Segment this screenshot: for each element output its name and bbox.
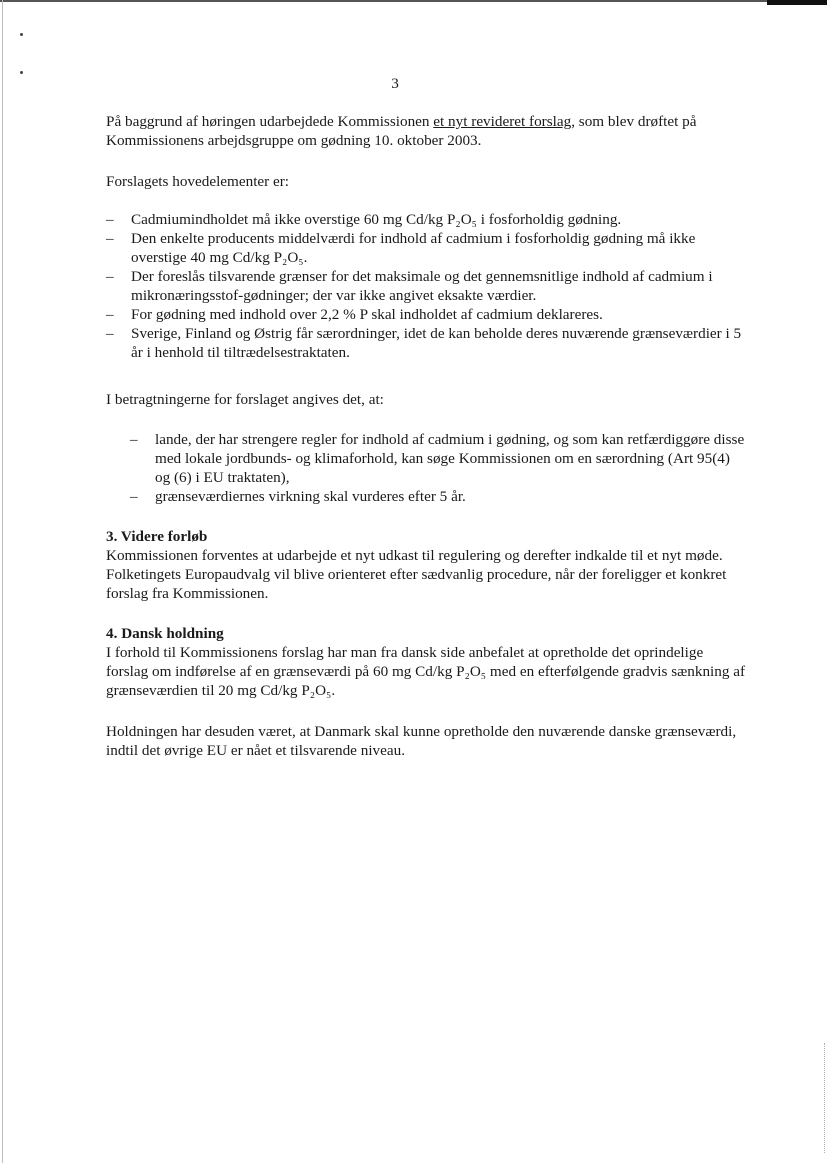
scan-top-edge <box>0 0 827 2</box>
proposal-link[interactable]: et nyt revideret forslag <box>433 113 572 130</box>
section-4-title: 4. Dansk holdning <box>106 625 224 642</box>
section-3-title: 3. Videre forløb <box>106 528 208 545</box>
list-item: – Den enkelte producents middelværdi for indhold af cadmium i fosforholdig gødning må ikke overstige 40 mg Cd/kg P₂O₅. <box>106 229 746 267</box>
recitals-list <box>106 430 746 506</box>
scan-speck <box>20 33 23 36</box>
intro-paragraph <box>106 112 746 150</box>
list-item: – Sverige, Finland og Østrig får særordninger, idet de kan beholde deres nuværende grænseværdier i 5 år i henhold til tiltrædelsestraktaten. <box>106 324 746 362</box>
main-elements-list <box>106 210 746 362</box>
main-elements-heading <box>106 172 746 191</box>
intro-text-before: På baggrund af høringen udarbejdede Kommissionen <box>106 113 434 130</box>
recitals-heading-text: I betragtningerne for forslaget angives det, at: <box>106 391 384 408</box>
intro-text-after: , som blev drøftet på Kommissionens arbejdsgruppe om gødning 10. oktober 2003. <box>106 113 697 149</box>
list-item: – For gødning med indhold over 2,2 % P skal indholdet af cadmium deklareres. <box>106 305 746 324</box>
scan-corner-noise <box>800 1043 825 1153</box>
section-4-text-2: Holdningen har desuden været, at Danmark skal kunne opretholde den nuværende danske grænseværdi, indtil det øvrige EU er nået et tilsvarende niveau. <box>106 723 737 759</box>
section-3-text: Kommissionen forventes at udarbejde et nyt udkast til regulering og derefter indkalde til et nyt møde. Folketingets Europaudvalg vil blive orienteret efter sædvanlig procedure, når der foreligger et konkret forslag fra Kommissionen. <box>106 547 727 602</box>
scan-left-edge <box>2 0 3 1163</box>
section-3 <box>106 527 746 603</box>
section-4-paragraph-2 <box>106 722 746 760</box>
section-4 <box>106 624 746 700</box>
list-item: – grænseværdiernes virkning skal vurderes efter 5 år. <box>130 487 746 506</box>
scan-top-edge-dark <box>767 0 827 5</box>
main-elements-heading-text: Forslagets hovedelementer er: <box>106 173 290 190</box>
list-item: – Der foreslås tilsvarende grænser for det maksimale og det gennemsnitlige indhold af cadmium i mikronæringsstof-gødninger; der var ikke angivet eksakte værdier. <box>106 267 746 305</box>
page-number: 3 <box>391 75 399 92</box>
list-item: – lande, der har strengere regler for indhold af cadmium i gødning, og som kan retfærdiggøre disse med lokale jordbunds- og klimaforhold, kan søge Kommissionen om en særordning (Art 95(4) og (6) i EU traktaten), <box>130 430 746 487</box>
scan-speck <box>20 71 23 74</box>
list-item: – Cadmiumindholdet må ikke overstige 60 mg Cd/kg P₂O₅ i fosforholdig gødning. <box>106 210 746 229</box>
section-4-text: I forhold til Kommissionens forslag har man fra dansk side anbefalet at opretholde det oprindelige forslag om indførelse af en grænseværdi på 60 mg Cd/kg P₂O₅ med en efterfølgende gradvis sænkning af grænseværdien til 20 mg Cd/kg P₂O₅. <box>106 644 746 699</box>
recitals-heading <box>106 390 746 409</box>
